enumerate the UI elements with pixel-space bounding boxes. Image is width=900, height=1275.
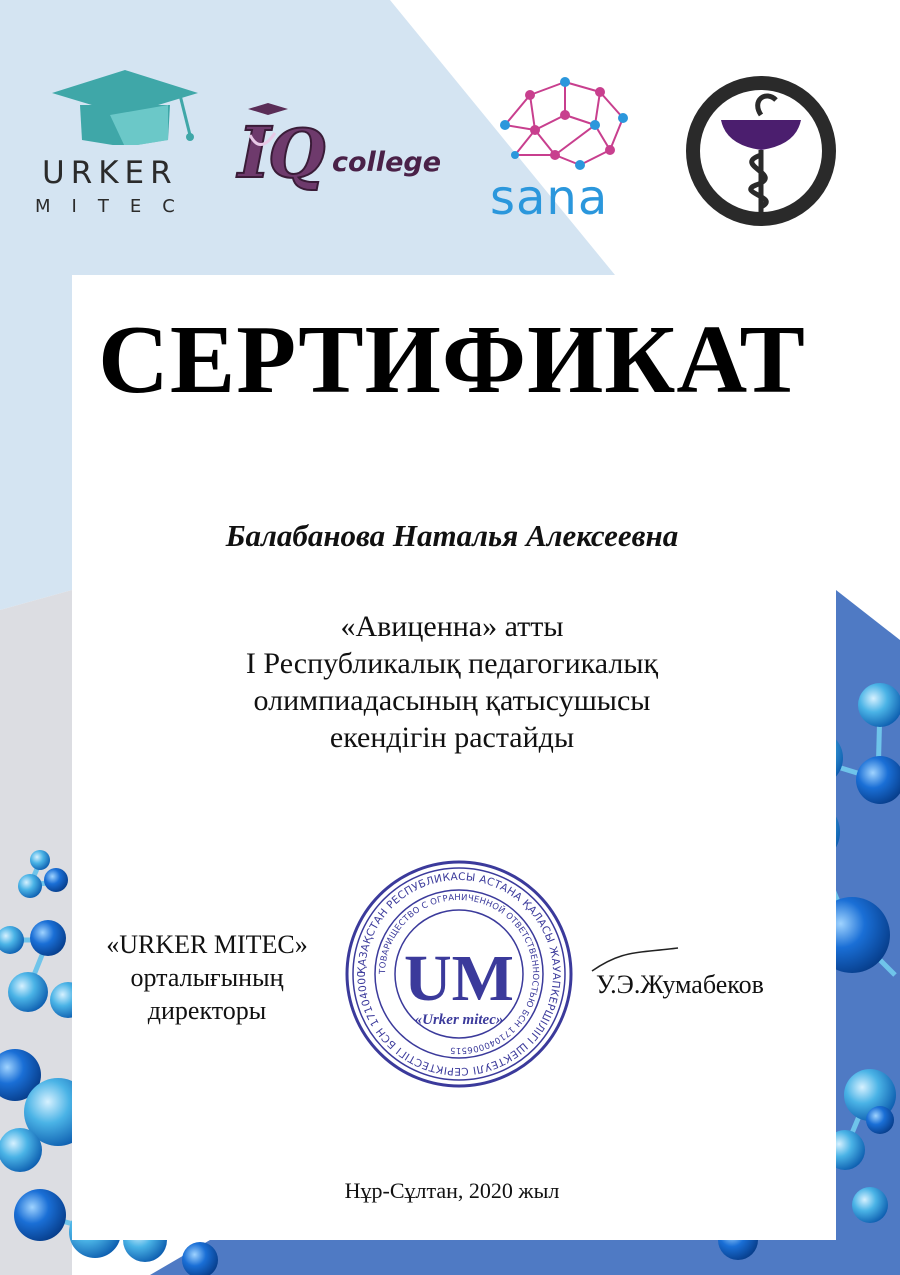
molecule-atom [858, 683, 900, 727]
molecule-atom [8, 972, 48, 1012]
stamp-seal-icon [343, 858, 575, 1090]
molecule-atom [0, 1128, 42, 1172]
body-line: I Республикалық педагогикалық [245, 647, 659, 680]
urker-mitec-logo [30, 60, 220, 230]
body-line: «Авиценна» атты [340, 610, 564, 643]
stamp-inner-text: ТОВАРИЩЕСТВО С ОГРАНИЧЕННОЙ ОТВЕТСТВЕННОСТЬЮ БСН 171040006515 [377, 892, 541, 1056]
certificate-title: СЕРТИФИКАТ [98, 306, 806, 414]
molecule-atom [30, 920, 66, 956]
certificate-body [72, 608, 832, 756]
iq-college-text: college [332, 147, 442, 178]
molecule-atom [44, 868, 68, 892]
urker-logo-line1: URKER [42, 155, 178, 191]
molecule-atom [14, 1189, 66, 1241]
sana-logo [485, 70, 635, 230]
recipient-name: Балабанова Наталья Алексеевна [225, 518, 679, 553]
official-stamp [343, 858, 575, 1090]
iq-monogram-icon [230, 95, 340, 195]
body-line: олимпиадасының қатысушысы [253, 684, 651, 717]
molecule-atom [866, 1106, 894, 1134]
molecule-atom [852, 1187, 888, 1223]
graduation-cap-icon [50, 65, 200, 145]
director-line: директоры [147, 996, 267, 1025]
iq-college-logo [230, 95, 450, 200]
stamp-monogram: UM [404, 942, 514, 1015]
director-line: «URKER MITEC» [106, 930, 308, 959]
footer-place-date: Нұр-Сұлтан, 2020 жыл [344, 1178, 560, 1203]
director-title [62, 928, 352, 1027]
body-line: екендігін растайды [329, 721, 575, 754]
sana-text: sana [490, 170, 609, 226]
urker-logo-line2: MITEC [35, 196, 196, 217]
svg-text:Q: Q [268, 115, 326, 193]
bowl-of-hygieia-icon [676, 75, 846, 227]
svg-text:I: I [238, 111, 271, 194]
stamp-name: «Urker mitec» [414, 1012, 504, 1028]
stamp-outer-text: ҚАЗАҚСТАН РЕСПУБЛИКАСЫ АСТАНА ҚАЛАСЫ ЖАУАПКЕРШІЛІГІ ШЕКТЕУЛІ СЕРІКТЕСТІГІ БСН 17104000 [355, 870, 563, 1078]
signer-name: У.Э.Жумабеков [596, 970, 764, 999]
molecule-atom [30, 850, 50, 870]
medical-emblem-logo [676, 75, 846, 227]
molecule-atom [18, 874, 42, 898]
director-line: орталығының [130, 963, 284, 992]
brain-network-icon [485, 70, 635, 180]
